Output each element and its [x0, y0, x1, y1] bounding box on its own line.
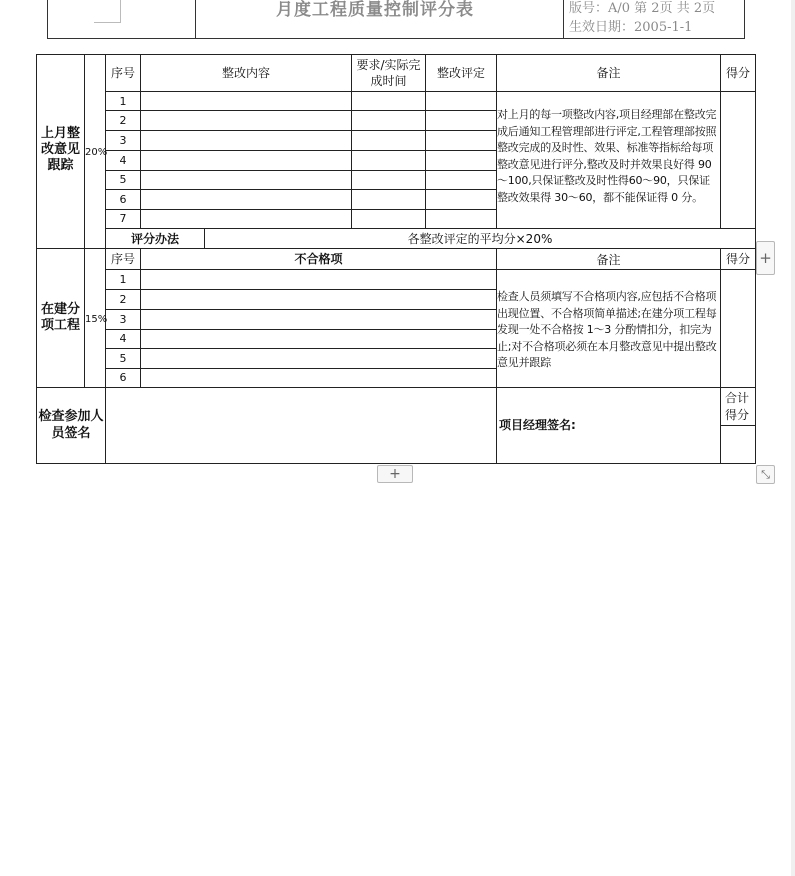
section2-title: 在建分项工程	[40, 302, 80, 333]
manager-signature-label: 项目经理签名:	[499, 418, 576, 432]
section2-row-number: 2	[119, 293, 127, 306]
section1-header-score: 得分	[725, 66, 750, 80]
section1-weight: 20%	[85, 147, 108, 158]
effective-date: 生效日期：2005-1-1	[569, 20, 693, 35]
section1-title: 上月整改意见跟踪	[40, 126, 80, 173]
section1-header-note: 备注	[596, 66, 621, 80]
add-column-button[interactable]: +	[756, 241, 775, 275]
section2-header-score: 得分	[725, 252, 750, 266]
section1-note-text: 对上月的每一项整改内容,项目经理部在整改完成后通知工程管理部进行评定,工程管理部按照整改完成的及时性、效果、标准等指标给每项整改意见进行评分,整改及时并效果良好得 90～100,只保证整改及时性得60～90，只保证整改效果得 30～60，都不能保证得 0 分。	[497, 108, 717, 204]
section2-header-item: 不合格项	[294, 252, 343, 266]
section2-row-number: 1	[119, 273, 127, 286]
section2-header-note: 备注	[596, 253, 621, 267]
section1-header-time: 要求/实际完成时间	[356, 58, 421, 88]
expand-table-icon[interactable]: ⤡	[756, 465, 775, 484]
section2-row-number: 5	[119, 352, 127, 365]
section2-header-seq: 序号	[110, 252, 135, 266]
section1-header-content: 整改内容	[221, 66, 270, 80]
section1-row-number: 7	[119, 212, 127, 225]
document-title: 月度工程质量控制评分表	[276, 0, 474, 20]
section1-row-number: 2	[119, 114, 127, 127]
scrollbar-track[interactable]	[791, 0, 795, 876]
section2-row-number: 3	[119, 313, 127, 326]
participants-signature-label: 检查参加人员签名	[38, 409, 104, 441]
section2-weight: 15%	[85, 314, 108, 325]
section1-row-number: 5	[119, 173, 127, 186]
section1-row-number: 1	[119, 95, 127, 108]
section1-header-eval: 整改评定	[436, 66, 485, 80]
section1-header-seq: 序号	[110, 66, 135, 80]
add-row-button[interactable]: +	[377, 465, 413, 483]
scoring-method-label: 评分办法	[130, 232, 179, 246]
section2-row-number: 6	[119, 371, 127, 384]
section2-row-number: 4	[119, 332, 127, 345]
section2-note-text: 检查人员须填写不合格项内容,应包括不合格项出现位置、不合格项简单描述;在建分项工程每发现一处不合格按 1～3 分酌情扣分，扣完为止;对不合格项必须在本月整改意见中提出整改意见并跟踪	[497, 290, 717, 369]
total-score-label: 合计得分	[724, 391, 749, 422]
section1-row-number: 6	[119, 193, 127, 206]
scoring-method-value: 各整改评定的平均分×20%	[407, 232, 553, 246]
version-info: 版号：A/0 第 2页 共 2页	[569, 1, 716, 16]
section1-row-number: 4	[119, 154, 127, 167]
section1-row-number: 3	[119, 134, 127, 147]
